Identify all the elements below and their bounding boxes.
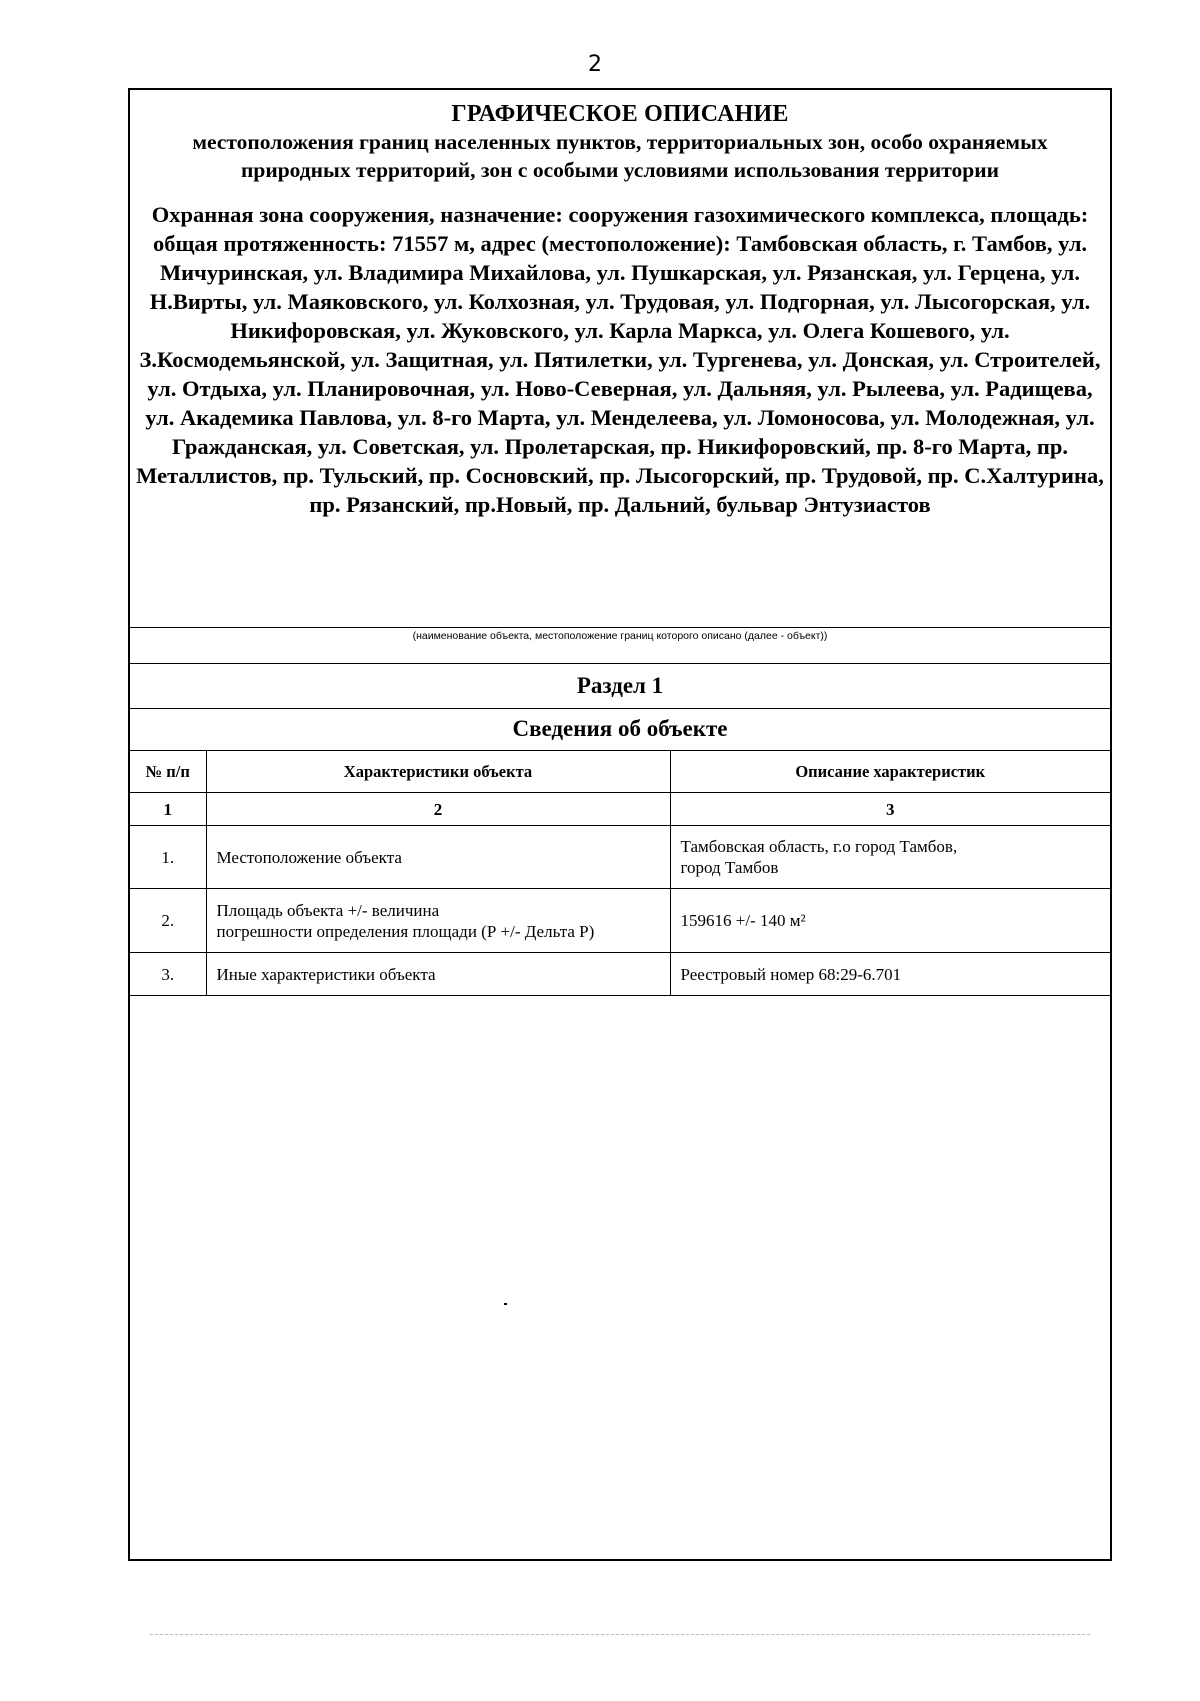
row-description-line: город Тамбов — [680, 858, 779, 877]
row-number: 2. — [130, 889, 206, 953]
column-number-row — [130, 793, 1110, 826]
row-description: 159616 +/- 140 м² — [670, 889, 1110, 953]
page-number: 2 — [588, 52, 602, 77]
row-description: Реестровый номер 68:29-6.701 — [670, 953, 1110, 996]
row-number: 3. — [130, 953, 206, 996]
row-number: 1. — [130, 826, 206, 889]
document-subtitle: местоположения границ населенных пунктов, территориальных зон, особо охраняемых природных территорий, зон с особыми условиями использования территории — [192, 130, 1048, 182]
scan-speck — [504, 1303, 507, 1305]
document-header — [130, 90, 1110, 519]
divider — [130, 663, 1110, 664]
object-name: Охранная зона сооружения, назначение: сооружения газохимического комплекса, площадь: общая протяженность: 71557 м, адрес (местоположение): Тамбовская область, г. Тамбов, ул. Мичуринская, ул. Владимира Михайлова, ул. Пушкарская, ул. Рязанская, ул. Герцена, ул. Н.Вирты, ул. Маяковского, ул. Колхозная, ул. Трудовая, ул. Подгорная, ул. Лысогорская, ул. Никифоровская, ул. Жуковского, ул. Карла Маркса, ул. Олега Кошевого, ул. З.Космодемьянской, ул. Защитная, ул. Пятилетки, ул. Тургенева, ул. Донская, ул. Строителей, ул. Отдыха, ул. Планировочная, ул. Ново-Северная, ул. Дальняя, ул. Рылеева, ул. Радищева, ул. Академика Павлова, ул. 8-го Марта, ул. Менделеева, ул. Ломоносова, ул. Молодежная, ул. Гражданская, ул. Советская, ул. Пролетарская, пр. Никифоровский, пр. 8-го Марта, пр. Металлистов, пр. Тульский, пр. Сосновский, пр. Лысогорский, пр. Трудовой, пр. С.Халтурина, пр. Рязанский, пр.Новый, пр. Дальний, бульвар Энтузиастов — [136, 202, 1104, 517]
row-characteristic: Местоположение объекта — [206, 826, 670, 889]
object-caption: (наименование объекта, местоположение границ которого описано (далее - объект)) — [412, 630, 828, 642]
column-header: № п/п — [130, 750, 206, 793]
document-frame — [128, 88, 1112, 1561]
scan-edge-line — [150, 1634, 1090, 1635]
column-number: 1 — [130, 793, 206, 826]
object-info-table — [130, 750, 1110, 996]
section-subtitle: Сведения об объекте — [512, 716, 728, 741]
column-number: 3 — [670, 793, 1110, 826]
document-title: ГРАФИЧЕСКОЕ ОПИСАНИЕ — [451, 101, 789, 127]
column-header: Характеристики объекта — [206, 750, 670, 793]
object-name-underline — [130, 627, 1110, 628]
row-characteristic-line: погрешности определения площади (Р +/- Дельта Р) — [216, 921, 595, 941]
column-number: 2 — [206, 793, 670, 826]
row-description-line: Тамбовская область, г.о город Тамбов, — [680, 837, 958, 856]
row-characteristic-line: Площадь объекта +/- величина — [216, 900, 440, 920]
row-description — [670, 826, 1110, 889]
column-header: Описание характеристик — [670, 750, 1110, 793]
table-row — [130, 953, 1110, 996]
table-row — [130, 826, 1110, 889]
table-header-row — [130, 750, 1110, 793]
section-title: Раздел 1 — [576, 673, 664, 698]
row-characteristic: Иные характеристики объекта — [206, 953, 670, 996]
row-characteristic — [206, 889, 670, 953]
divider — [130, 708, 1110, 709]
table-row — [130, 889, 1110, 953]
